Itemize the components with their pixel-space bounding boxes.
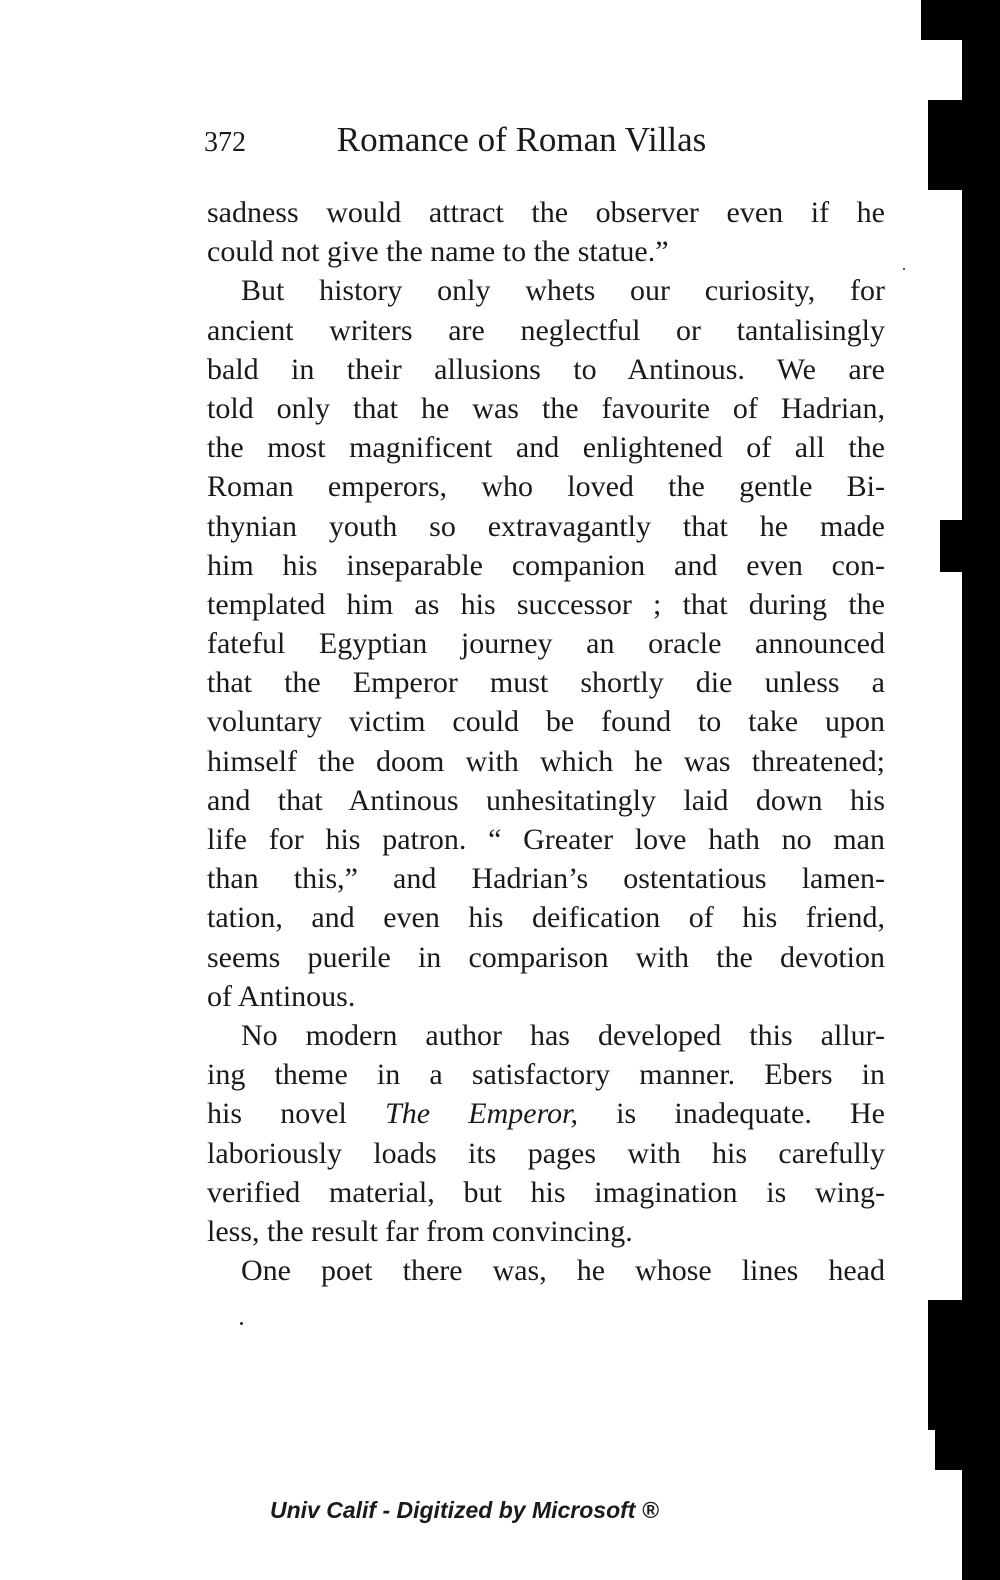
text-line: told only that he was the favourite of Hadrian, bbox=[207, 391, 885, 425]
paragraph bbox=[207, 1016, 885, 1251]
text-fragment: is inadequate. He bbox=[577, 1097, 885, 1131]
text-line: One poet there was, he whose lines head bbox=[241, 1254, 885, 1288]
scan-edge-shadow bbox=[940, 520, 966, 572]
running-head bbox=[204, 118, 894, 162]
body-text bbox=[207, 193, 885, 1290]
text-line: But history only whets our curiosity, for bbox=[241, 274, 885, 308]
text-line: could not give the name to the statue.” bbox=[207, 235, 669, 269]
text-line: thynian youth so extravagantly that he made bbox=[207, 509, 885, 543]
scan-speck bbox=[240, 1322, 243, 1325]
text-line: less, the result far from convincing. bbox=[207, 1214, 633, 1248]
text-line: tation, and even his deification of his friend, bbox=[207, 901, 885, 935]
scan-edge-shadow bbox=[921, 0, 966, 40]
text-line: templated him as his successor ; that during the bbox=[207, 587, 885, 621]
text-line: that the Emperor must shortly die unless a bbox=[207, 666, 885, 700]
digitization-watermark: Univ Calif - Digitized by Microsoft ® bbox=[270, 1497, 659, 1523]
book-title: The Emperor, bbox=[385, 1097, 578, 1131]
text-line: verified material, but his imagination is wing- bbox=[207, 1175, 885, 1209]
paragraph bbox=[207, 193, 885, 271]
scan-speck bbox=[903, 268, 905, 270]
text-line: of Antinous. bbox=[207, 979, 356, 1013]
text-line: voluntary victim could be found to take upon bbox=[207, 705, 885, 739]
text-line: him his inseparable companion and even con- bbox=[207, 548, 885, 582]
text-line: himself the doom with which he was threatened; bbox=[207, 744, 885, 778]
scan-edge-shadow bbox=[928, 100, 968, 190]
text-line: seems puerile in comparison with the devotion bbox=[207, 940, 885, 974]
scan-edge-shadow bbox=[928, 1300, 968, 1430]
text-line: than this,” and Hadrian’s ostentatious lamen- bbox=[207, 862, 885, 896]
text-fragment: his novel bbox=[207, 1097, 386, 1131]
text-line-with-title bbox=[207, 1094, 885, 1133]
text-line: bald in their allusions to Antinous. We are bbox=[207, 352, 885, 386]
text-line: ing theme in a satisfactory manner. Ebers in bbox=[207, 1058, 885, 1092]
paragraph bbox=[207, 1251, 885, 1290]
running-title: Romance of Roman Villas bbox=[336, 120, 707, 159]
page-number: 372 bbox=[204, 127, 246, 158]
text-line: life for his patron. “ Greater love hath no man bbox=[207, 823, 885, 856]
text-line: laboriously loads its pages with his carefully bbox=[207, 1136, 885, 1170]
text-line: sadness would attract the observer even if he bbox=[207, 196, 885, 229]
scan-edge-shadow bbox=[935, 1430, 965, 1470]
text-line: fateful Egyptian journey an oracle announced bbox=[207, 627, 885, 661]
paragraph bbox=[207, 271, 885, 1016]
text-line: Roman emperors, who loved the gentle Bi- bbox=[207, 470, 885, 504]
text-line: and that Antinous unhesitatingly laid down his bbox=[207, 783, 885, 817]
text-line: ancient writers are neglectful or tantalisingly bbox=[207, 313, 885, 347]
text-line: No modern author has developed this allur- bbox=[241, 1018, 885, 1052]
text-line: the most magnificent and enlightened of all the bbox=[207, 431, 885, 465]
